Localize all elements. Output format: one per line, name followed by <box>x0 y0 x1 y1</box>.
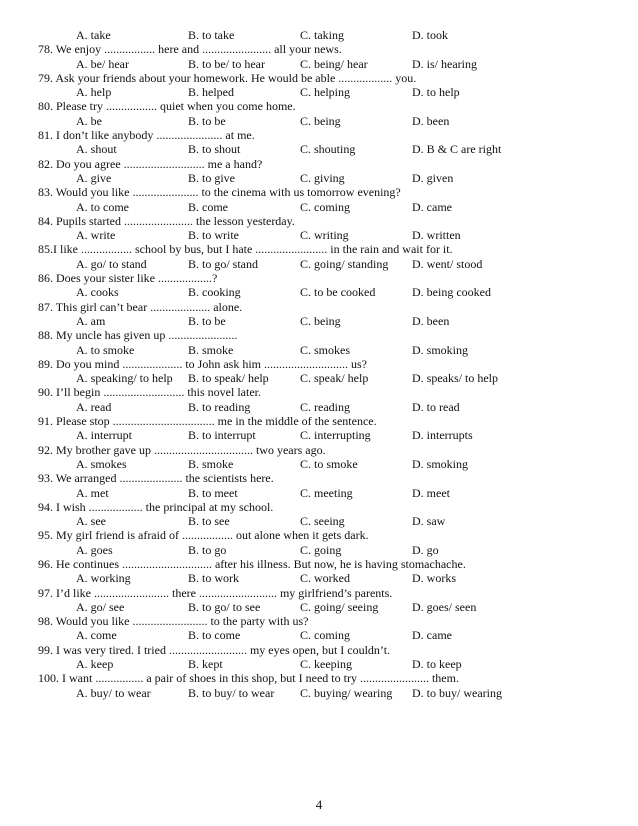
question-stem: 99. I was very tired. I tried .......................... my eyes open, but I couldn’t. <box>38 642 391 657</box>
option-c: C. being <box>300 313 341 328</box>
option-d: D. meet <box>412 485 450 500</box>
question-stem: 95. My girl friend is afraid of ................. out alone when it gets dark. <box>38 528 369 543</box>
option-d: D. to read <box>412 399 460 414</box>
option-b: B. to see <box>188 514 230 529</box>
option-d: D. took <box>412 28 448 42</box>
question-list <box>38 42 618 700</box>
option-b: B. to be/ to hear <box>188 56 265 71</box>
option-a: A. buy/ to wear <box>76 685 151 700</box>
question-stem: 92. My brother gave up ................................. two years ago. <box>38 442 326 457</box>
options-row <box>38 343 618 357</box>
option-d: D. given <box>412 170 454 185</box>
options-row <box>38 171 618 185</box>
option-d: D. went/ stood <box>412 256 483 271</box>
option-b: B. to go/ to see <box>188 599 261 614</box>
question-stem: 80. Please try ................. quiet when you come home. <box>38 99 296 114</box>
question-stem: 81. I don’t like anybody ...................... at me. <box>38 128 255 143</box>
option-d: D. goes/ seen <box>412 599 477 614</box>
option-a: A. goes <box>76 542 113 557</box>
options-row <box>38 486 618 500</box>
question-stem: 97. I’d like ......................... there .......................... my girlfriend’s parents. <box>38 585 393 600</box>
options-row-77 <box>38 28 618 42</box>
option-d: D. written <box>412 228 461 243</box>
question-stem: 96. He continues .............................. after his illness. But now, he is having stomachache. <box>38 556 466 571</box>
option-a: A. help <box>76 85 112 100</box>
option-d: D. works <box>412 571 456 586</box>
option-d: D. smoking <box>412 342 469 357</box>
option-a: A. met <box>76 485 109 500</box>
option-c: C. smokes <box>300 342 351 357</box>
options-row <box>38 543 618 557</box>
option-c: C. speak/ help <box>300 371 369 386</box>
option-c: C. worked <box>300 571 350 586</box>
question-stem: 86. Does your sister like ..................? <box>38 271 218 286</box>
option-a: A. shout <box>76 142 117 157</box>
option-c: C. taking <box>300 28 344 42</box>
question-stem: 85.I like ................. school by bus, but I hate ........................ in the rain and wait for it. <box>38 242 453 257</box>
option-d: D. smoking <box>412 456 469 471</box>
option-d: D. been <box>412 113 450 128</box>
option-d: D. been <box>412 313 450 328</box>
options-row <box>38 457 618 471</box>
option-a: A. working <box>76 571 131 586</box>
option-d: D. being cooked <box>412 285 491 300</box>
options-row <box>38 200 618 214</box>
option-c: C. helping <box>300 85 350 100</box>
option-a: A. keep <box>76 657 114 672</box>
option-c: C. seeing <box>300 514 345 529</box>
options-row <box>38 371 618 385</box>
option-a: A. take <box>76 28 111 42</box>
option-d: D. came <box>412 199 452 214</box>
option-d: D. is/ hearing <box>412 56 477 71</box>
option-b: B. to reading <box>188 399 251 414</box>
options-row <box>38 57 618 71</box>
option-a: A. go/ see <box>76 599 125 614</box>
option-a: A. come <box>76 628 117 643</box>
option-b: B. to speak/ help <box>188 371 269 386</box>
question-stem: 94. I wish .................. the principal at my school. <box>38 499 274 514</box>
option-d: D. to help <box>412 85 460 100</box>
option-c: C. reading <box>300 399 350 414</box>
options-row <box>38 85 618 99</box>
question-stem: 91. Please stop .................................. me in the middle of the sentence. <box>38 414 377 429</box>
options-row <box>38 686 618 700</box>
option-b: B. to write <box>188 228 239 243</box>
option-b: B. cooking <box>188 285 241 300</box>
question-stem: 87. This girl can’t bear .................... alone. <box>38 299 243 314</box>
options-row <box>38 400 618 414</box>
option-b: B. to be <box>188 113 226 128</box>
question-stem: 90. I’ll begin ........................... this novel later. <box>38 385 261 400</box>
option-b: B. come <box>188 199 228 214</box>
option-b: B. kept <box>188 657 223 672</box>
question-stem: 79. Ask your friends about your homework. He would be able .................. you. <box>38 70 417 85</box>
option-a: A. be <box>76 113 102 128</box>
option-b: B. to interrupt <box>188 428 256 443</box>
options-row <box>38 114 618 128</box>
option-a: A. interrupt <box>76 428 132 443</box>
option-b: B. to go/ stand <box>188 256 259 271</box>
question-stem: 100. I want ................ a pair of shoes in this shop, but I need to try ....................... them. <box>38 671 459 686</box>
option-b: B. to shout <box>188 142 241 157</box>
question-stem: 82. Do you agree ........................... me a hand? <box>38 156 263 171</box>
options-row <box>38 228 618 242</box>
question-stem: 84. Pupils started ....................... the lesson yesterday. <box>38 213 295 228</box>
option-c: C. buying/ wearing <box>300 685 393 700</box>
option-c: C. being/ hear <box>300 56 368 71</box>
option-b: B. to take <box>188 28 235 42</box>
option-c: C. going <box>300 542 342 557</box>
option-b: B. smoke <box>188 342 234 357</box>
option-a: A. to come <box>76 199 129 214</box>
question-stem: 98. Would you like ......................... to the party with us? <box>38 614 309 629</box>
option-c: C. writing <box>300 228 349 243</box>
option-c: C. coming <box>300 628 350 643</box>
option-c: C. shouting <box>300 142 356 157</box>
option-a: A. speaking/ to help <box>76 371 173 386</box>
option-b: B. to buy/ to wear <box>188 685 275 700</box>
options-row <box>38 657 618 671</box>
option-a: A. write <box>76 228 116 243</box>
options-row <box>38 600 618 614</box>
option-b: B. helped <box>188 85 234 100</box>
option-a: A. smokes <box>76 456 127 471</box>
option-c: C. being <box>300 113 341 128</box>
option-a: A. read <box>76 399 112 414</box>
options-row <box>38 514 618 528</box>
option-c: C. to smoke <box>300 456 358 471</box>
option-c: C. going/ seeing <box>300 599 379 614</box>
options-row <box>38 628 618 642</box>
option-b: B. to come <box>188 628 241 643</box>
option-d: D. to buy/ wearing <box>412 685 502 700</box>
question-stem: 93. We arranged ..................... the scientists here. <box>38 471 274 486</box>
option-a: A. am <box>76 313 106 328</box>
option-b: B. smoke <box>188 456 234 471</box>
option-d: D. B & C are right <box>412 142 502 157</box>
option-b: B. to be <box>188 313 226 328</box>
worksheet-content <box>38 28 618 700</box>
option-a: A. go/ to stand <box>76 256 147 271</box>
option-b: B. to go <box>188 542 227 557</box>
options-row <box>38 142 618 156</box>
option-d: D. speaks/ to help <box>412 371 498 386</box>
option-a: A. cooks <box>76 285 119 300</box>
option-c: C. keeping <box>300 657 352 672</box>
page-number: 4 <box>315 797 323 812</box>
options-row <box>38 285 618 299</box>
option-c: C. coming <box>300 199 350 214</box>
option-c: C. meeting <box>300 485 353 500</box>
question-stem: 83. Would you like ...................... to the cinema with us tomorrow evening? <box>38 185 401 200</box>
option-c: C. giving <box>300 170 345 185</box>
option-b: B. to give <box>188 170 235 185</box>
option-d: D. saw <box>412 514 446 529</box>
option-c: C. to be cooked <box>300 285 376 300</box>
option-d: D. to keep <box>412 657 462 672</box>
options-row <box>38 314 618 328</box>
option-c: C. interrupting <box>300 428 371 443</box>
options-row <box>38 257 618 271</box>
option-d: D. came <box>412 628 452 643</box>
option-b: B. to work <box>188 571 239 586</box>
option-a: A. be/ hear <box>76 56 129 71</box>
options-row <box>38 571 618 585</box>
option-d: D. interrupts <box>412 428 473 443</box>
question-stem: 88. My uncle has given up ....................... <box>38 328 238 343</box>
option-c: C. going/ standing <box>300 256 389 271</box>
option-a: A. give <box>76 170 112 185</box>
option-d: D. go <box>412 542 439 557</box>
option-a: A. see <box>76 514 106 529</box>
option-b: B. to meet <box>188 485 238 500</box>
option-a: A. to smoke <box>76 342 135 357</box>
question-stem: 89. Do you mind .................... to John ask him ............................ us? <box>38 356 367 371</box>
question-stem: 78. We enjoy ................. here and ....................... all your news. <box>38 42 342 57</box>
options-row <box>38 428 618 442</box>
